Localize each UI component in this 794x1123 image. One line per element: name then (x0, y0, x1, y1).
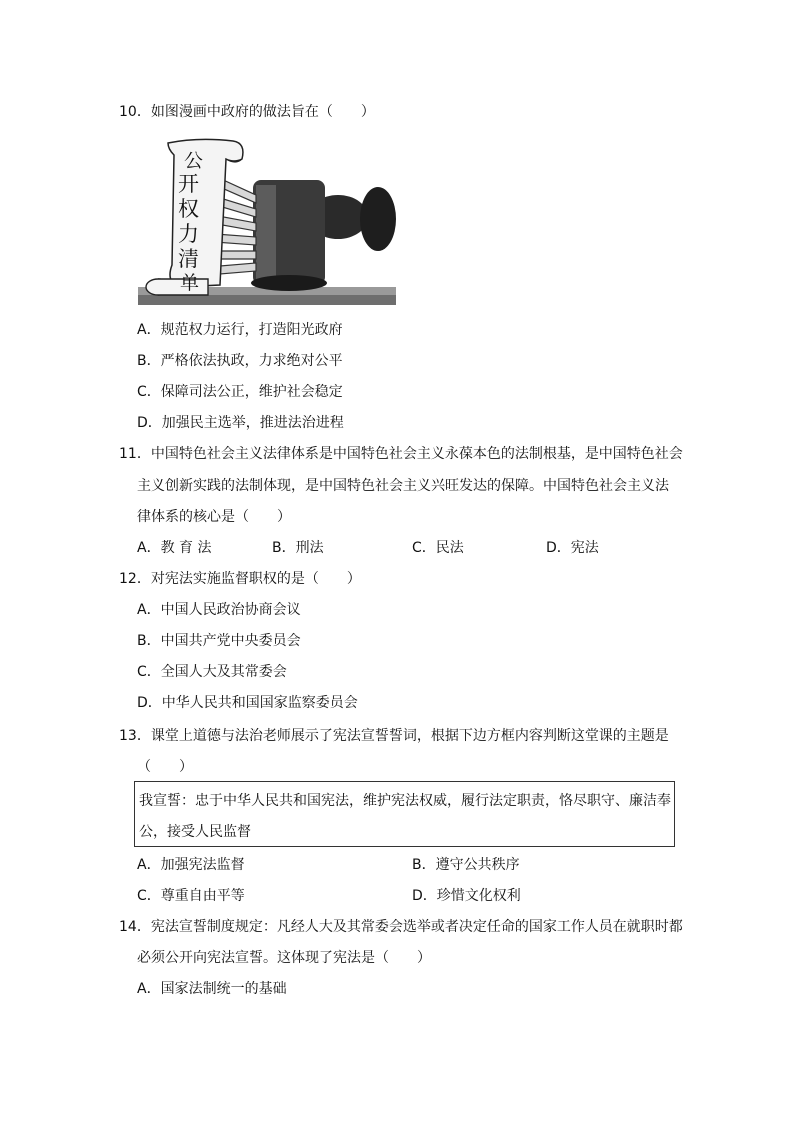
scroll-char-1: 开 (178, 172, 199, 196)
q12-option-b: B．中国共产党中央委员会 (137, 633, 301, 649)
scroll-char-5: 单 (180, 272, 200, 294)
q13-stem-line-2: （ ） (137, 759, 193, 775)
q12-option-d: D．中华人民共和国国家监察委员会 (137, 695, 358, 711)
oath-text-line-2: 公，接受人民监督 (139, 824, 251, 840)
q11-stem-line-1: 11．中国特色社会主义法律体系是中国特色社会主义永葆本色的法制根基，是中国特色社会 (119, 446, 683, 462)
q13-stem-line-1: 13．课堂上道德与法治老师展示了宪法宣誓誓词，根据下边方框内容判断这堂课的主题是 (119, 728, 669, 744)
q12-option-a: A．中国人民政治协商会议 (137, 602, 301, 618)
q12-stem: 12．对宪法实施监督职权的是（ ） (119, 571, 361, 587)
q13-option-a: A．加强宪法监督 (137, 857, 245, 873)
q11-stem-line-3: 律体系的核心是（ ） (137, 509, 291, 525)
q14-stem-line-1: 14．宪法宣誓制度规定：凡经人大及其常委会选举或者决定任命的国家工作人员在就职时都 (119, 919, 683, 935)
q14-stem-line-2: 必须公开向宪法宣誓。这体现了宪法是（ ） (137, 950, 431, 966)
q11-stem-line-2: 主义创新实践的法制体现，是中国特色社会主义兴旺发达的保障。中国特色社会主义法 (137, 478, 669, 494)
q12-option-c: C．全国人大及其常委会 (137, 664, 287, 680)
q11-option-d: D．宪法 (546, 540, 599, 556)
q14-option-a: A．国家法制统一的基础 (137, 981, 287, 997)
q13-option-d: D．珍惜文化权利 (412, 888, 521, 904)
q11-option-a: A．教 育 法 (137, 540, 212, 556)
q10-option-d: D．加强民主选举，推进法治进程 (137, 415, 344, 431)
q11-option-c: C．民法 (412, 540, 464, 556)
scroll-char-3: 力 (178, 222, 199, 246)
scroll-char-0: 公 (184, 150, 204, 172)
q10-option-b: B．严格依法执政，力求绝对公平 (137, 353, 343, 369)
scroll-char-2: 权 (178, 197, 199, 221)
oath-text-line-1: 我宣誓：忠于中华人民共和国宪法，维护宪法权威，履行法定职责，恪尽职守、廉洁奉 (139, 793, 671, 809)
q11-option-b: B．刑法 (272, 540, 324, 556)
oath-text-box (134, 781, 675, 847)
q10-option-c: C．保障司法公正，维护社会稳定 (137, 384, 343, 400)
q10-stem: 10．如图漫画中政府的做法旨在（ ） (119, 104, 375, 120)
q13-option-c: C．尊重自由平等 (137, 888, 245, 904)
q13-option-b: B．遵守公共秩序 (412, 857, 520, 873)
q10-option-a: A．规范权力运行，打造阳光政府 (137, 322, 343, 338)
cartoon-image (138, 135, 396, 305)
scroll-char-4: 清 (178, 247, 199, 271)
